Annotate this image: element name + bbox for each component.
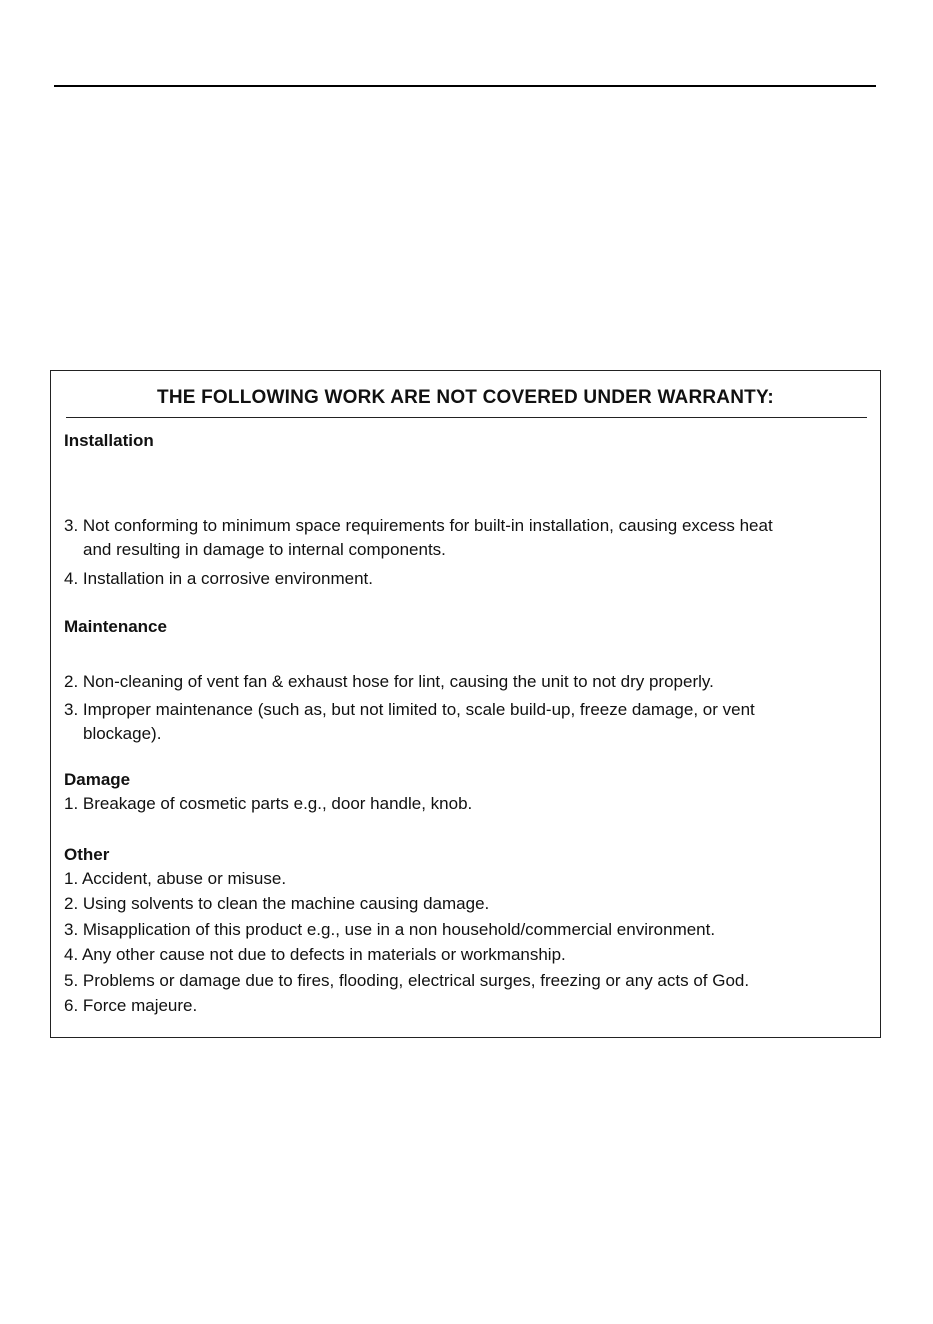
- other-item: [64, 867, 286, 891]
- header-rule: [54, 85, 876, 87]
- item-text-continued: and resulting in damage to internal components.: [83, 540, 446, 559]
- item-text: 2. Non-cleaning of vent fan & exhaust hose for lint, causing the unit to not dry properly.: [64, 672, 714, 691]
- other-heading: Other: [64, 845, 110, 864]
- installation-item: [64, 567, 373, 591]
- item-text: 2. Using solvents to clean the machine causing damage.: [64, 894, 490, 913]
- other-item: [64, 918, 715, 942]
- damage-heading: Damage: [64, 770, 131, 789]
- item-text-continued: blockage).: [83, 724, 162, 743]
- other-item: [64, 892, 489, 916]
- title-divider: [66, 417, 867, 418]
- box-title: THE FOLLOWING WORK ARE NOT COVERED UNDER WARRANTY:: [157, 387, 774, 408]
- item-text: 1. Accident, abuse or misuse.: [64, 869, 287, 888]
- installation-item: [64, 514, 773, 562]
- installation-heading: Installation: [64, 431, 154, 450]
- other-item: [64, 943, 566, 967]
- maintenance-heading: Maintenance: [64, 617, 167, 636]
- item-text: 4. Any other cause not due to defects in materials or workmanship.: [64, 945, 566, 964]
- damage-item: [64, 792, 472, 816]
- item-text: 3. Improper maintenance (such as, but not limited to, scale build-up, freeze damage, or vent: [64, 700, 755, 719]
- item-text: 4. Installation in a corrosive environment.: [64, 569, 373, 588]
- item-text: 3. Misapplication of this product e.g., use in a non household/commercial environment.: [64, 920, 716, 939]
- maintenance-item: [64, 698, 755, 746]
- item-text: 5. Problems or damage due to fires, flooding, electrical surges, freezing or any acts of God.: [64, 971, 750, 990]
- other-item: [64, 994, 197, 1018]
- warranty-exclusions-box: [50, 370, 881, 1038]
- maintenance-item: [64, 670, 714, 694]
- item-text: 6. Force majeure.: [64, 996, 198, 1015]
- other-item: [64, 969, 749, 993]
- item-text: 3. Not conforming to minimum space requirements for built-in installation, causing excess heat: [64, 516, 773, 535]
- item-text: 1. Breakage of cosmetic parts e.g., door handle, knob.: [64, 794, 473, 813]
